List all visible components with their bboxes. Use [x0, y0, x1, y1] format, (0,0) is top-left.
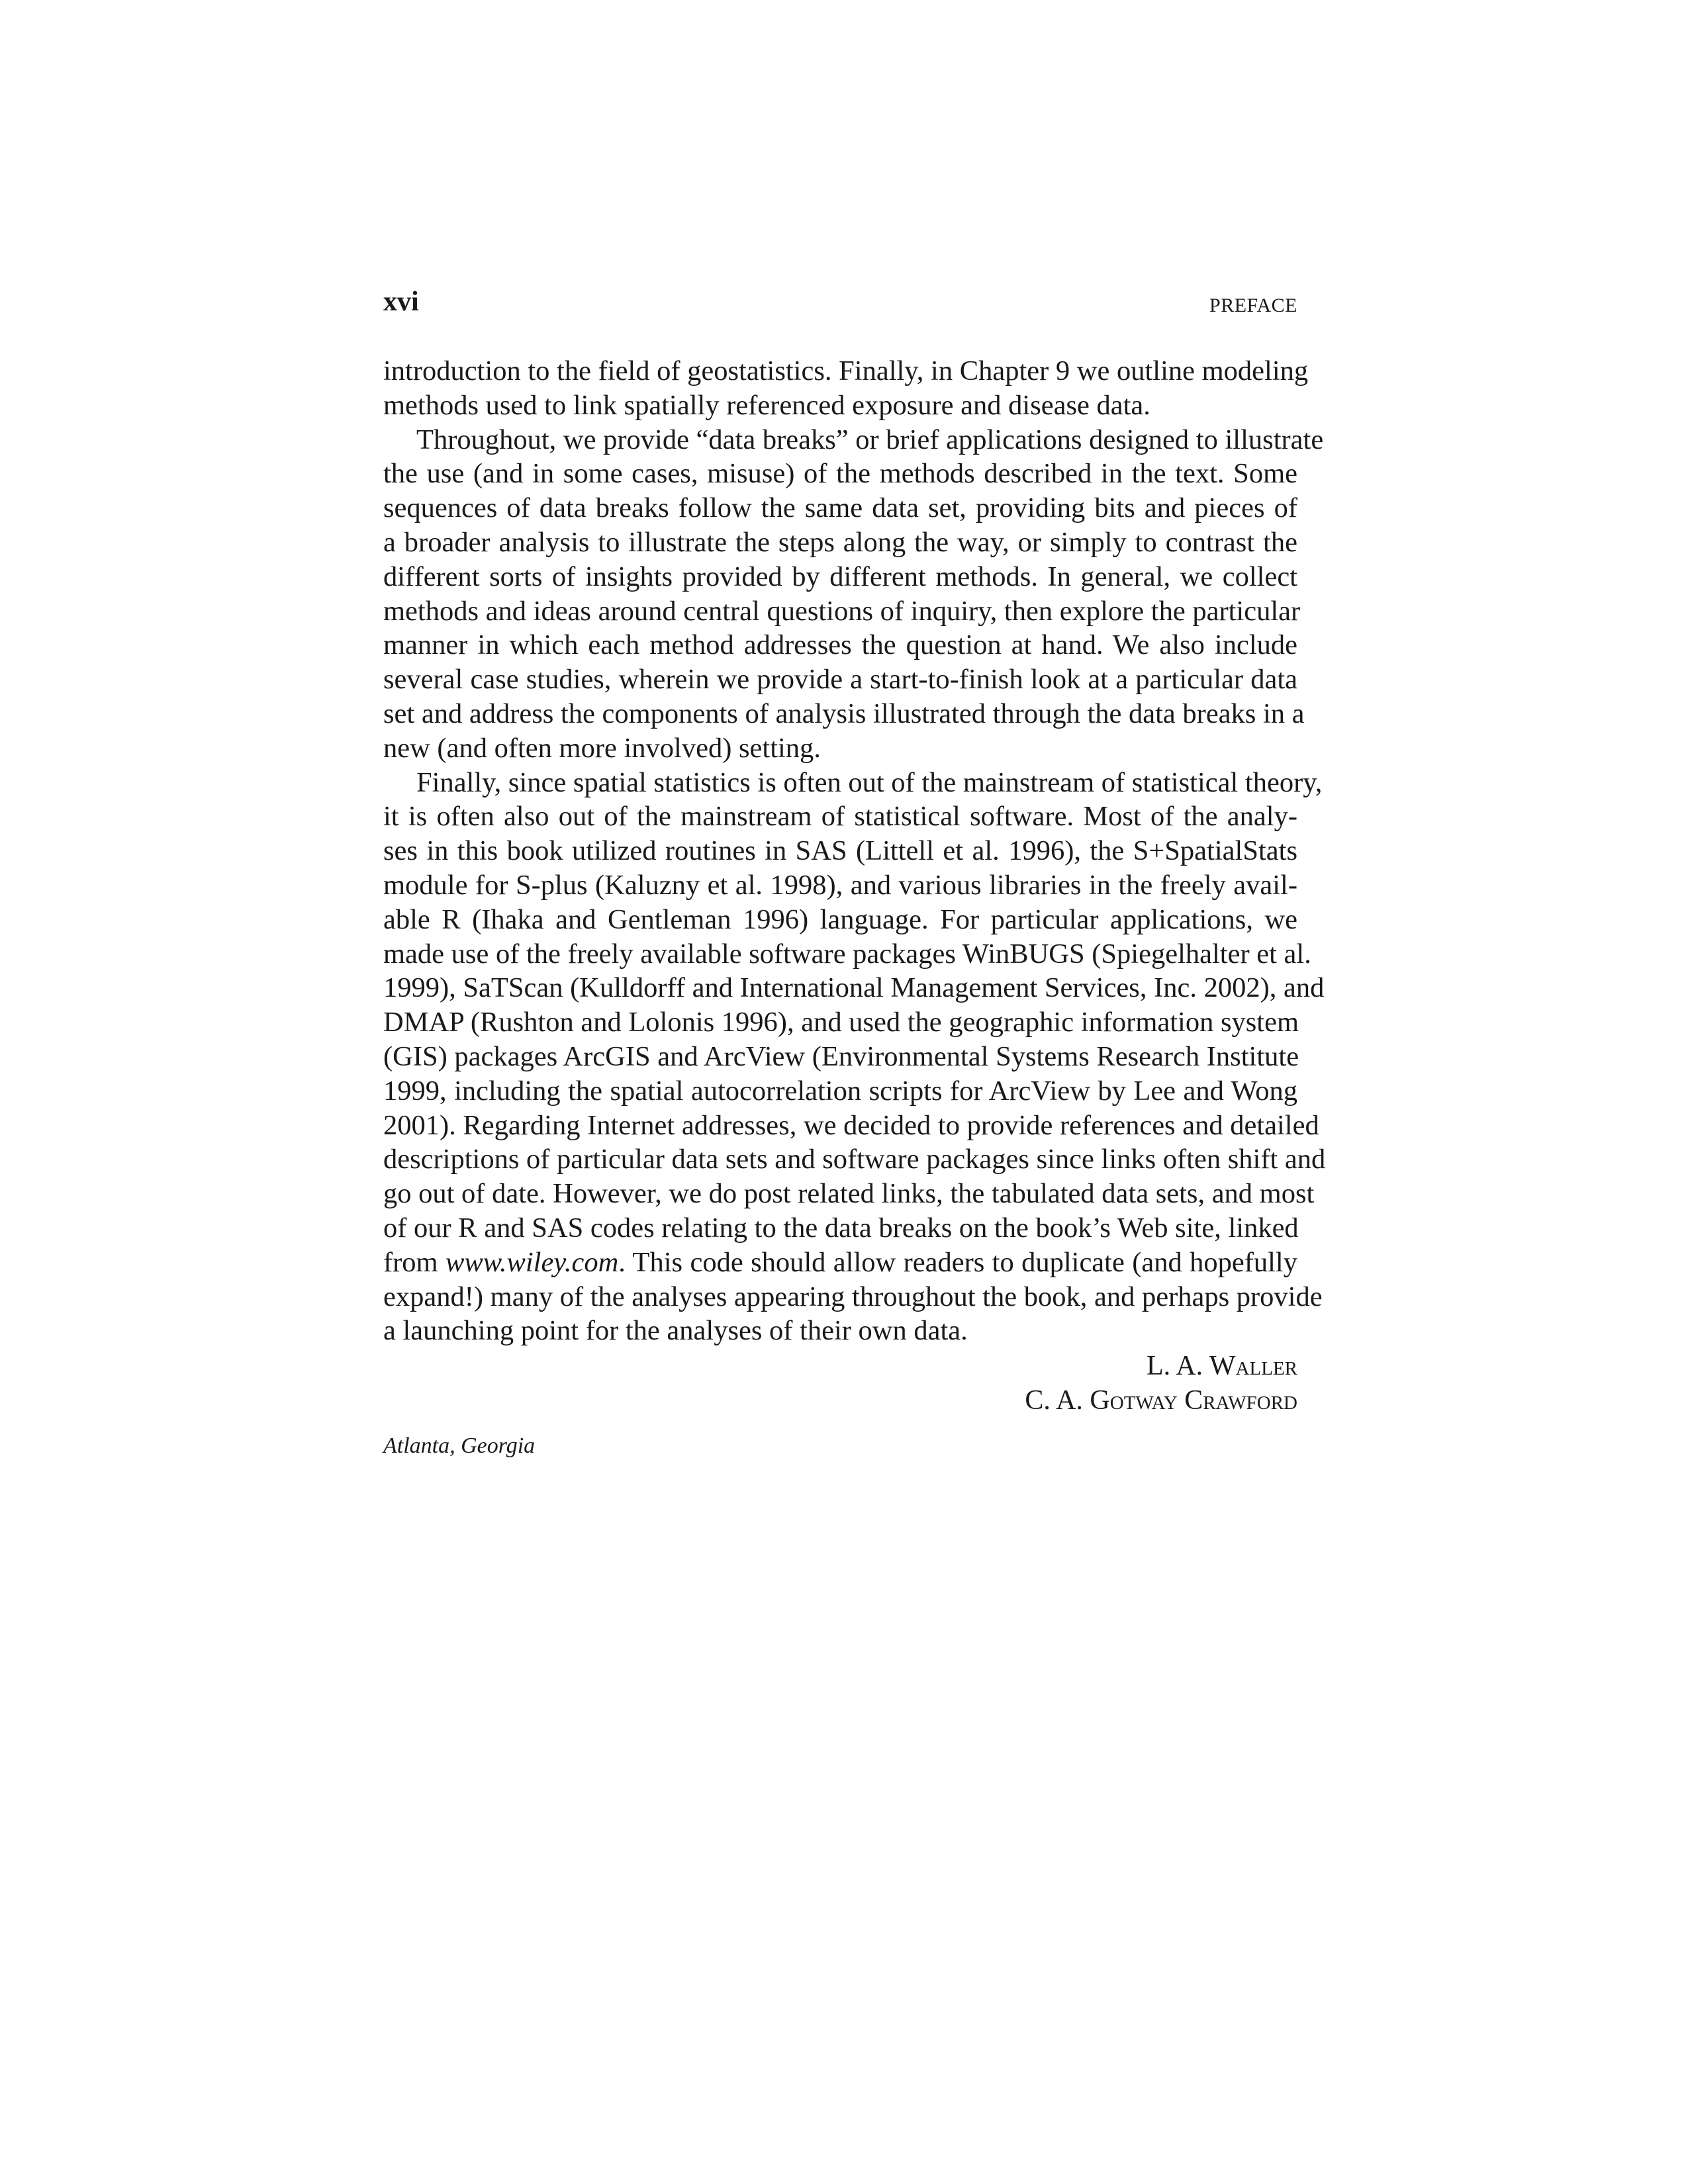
- text-line: expand!) many of the analyses appearing throughout the book, and perhaps provide: [383, 1281, 1323, 1312]
- running-title: PREFACE: [1209, 295, 1297, 316]
- text-line: methods used to link spatially referenced exposure and disease data.: [383, 389, 1150, 421]
- text-line: introduction to the field of geostatistics. Finally, in Chapter 9 we outline modeling: [383, 355, 1309, 387]
- page-number: xvi: [383, 287, 419, 317]
- text-line: 1999), SaTScan (Kulldorff and International Management Services, Inc. 2002), and: [383, 972, 1325, 1004]
- text-line: made use of the freely available software packages WinBUGS (Spiegelhalter et al.: [383, 938, 1311, 970]
- text-line: go out of date. However, we do post related links, the tabulated data sets, and most: [383, 1178, 1315, 1210]
- text-line: set and address the components of analysis illustrated through the data breaks in a: [383, 698, 1305, 729]
- place-line: Atlanta, Georgia: [383, 1433, 536, 1458]
- text-line: DMAP (Rushton and Lolonis 1996), and used the geographic information system: [383, 1007, 1299, 1038]
- text-line: manner in which each method addresses the question at hand. We also include: [383, 629, 1297, 661]
- paragraph: [383, 354, 1309, 423]
- text-line: 1999, including the spatial autocorrelation scripts for ArcView by Lee and Wong: [383, 1075, 1297, 1107]
- text-line: of our R and SAS codes relating to the data breaks on the book’s Web site, linked: [383, 1212, 1299, 1244]
- website-link: www.wiley.com: [445, 1246, 619, 1278]
- text-line: it is often also out of the mainstream of statistical software. Most of the analy-: [383, 801, 1297, 833]
- text-line: module for S-plus (Kaluzny et al. 1998), and various libraries in the freely avail-: [383, 869, 1297, 901]
- text-line: 2001). Regarding Internet addresses, we decided to provide references and detailed: [383, 1109, 1319, 1141]
- text-line: able R (Ihaka and Gentleman 1996) language. For particular applications, we: [383, 903, 1297, 935]
- text-line: ses in this book utilized routines in SAS (Littell et al. 1996), the S+SpatialStats: [383, 835, 1297, 867]
- text-line: a broader analysis to illustrate the steps along the way, or simply to contrast the: [383, 526, 1297, 558]
- text-line: new (and often more involved) setting.: [383, 732, 821, 764]
- body-text: [383, 354, 1326, 1348]
- author-signature: C. A. Gotway Crawford: [1025, 1385, 1297, 1416]
- text-line: Throughout, we provide “data breaks” or brief applications designed to illustrate: [416, 424, 1324, 455]
- text-line: the use (and in some cases, misuse) of the methods described in the text. Some: [383, 458, 1297, 490]
- text-line: descriptions of particular data sets and software packages since links often shift and: [383, 1144, 1326, 1175]
- paragraph: [383, 423, 1324, 766]
- author-signature: L. A. Waller: [1147, 1351, 1297, 1381]
- text-line: a launching point for the analyses of their own data.: [383, 1315, 968, 1347]
- text-line: Finally, since spatial statistics is often out of the mainstream of statistical theory,: [416, 766, 1323, 798]
- text-line: methods and ideas around central questions of inquiry, then explore the particular: [383, 595, 1301, 627]
- text-line: several case studies, wherein we provide a start-to-finish look at a particular data: [383, 664, 1297, 696]
- text-line: (GIS) packages ArcGIS and ArcView (Environmental Systems Research Institute: [383, 1040, 1299, 1072]
- paragraph: [383, 766, 1326, 1349]
- text-line: different sorts of insights provided by different methods. In general, we collect: [383, 561, 1297, 592]
- text-line: from www.wiley.com. This code should allow readers to duplicate (and hopefully: [383, 1246, 1297, 1278]
- text-line: sequences of data breaks follow the same data set, providing bits and pieces of: [383, 492, 1297, 524]
